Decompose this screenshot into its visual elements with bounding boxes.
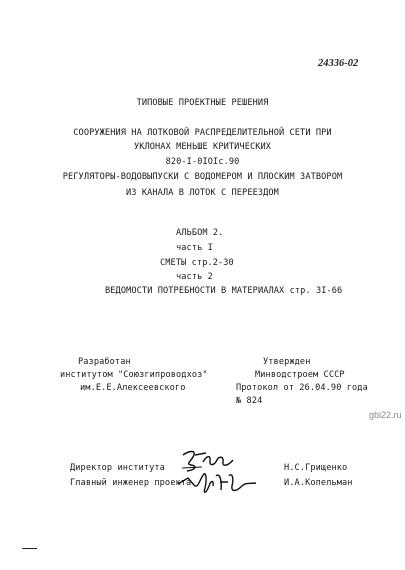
margin-mark <box>22 548 37 549</box>
approved-label: Утвержден <box>263 357 311 367</box>
developed-named-after: им.Е.Е.Алексеевского <box>80 383 186 393</box>
chief-engineer-role: Главный инженер проекта <box>70 478 192 488</box>
subtitle-line-1: РЕГУЛЯТОРЫ-ВОДОВЫПУСКИ С ВОДОМЕРОМ И ПЛОСКИМ ЗАТВОРОМ <box>62 172 343 182</box>
watermark: gbi22.ru <box>369 410 402 420</box>
part-1-label: часть I <box>176 243 213 253</box>
title-line-2: УКЛОНАХ МЕНЬШЕ КРИТИЧЕСКИХ <box>133 142 272 152</box>
part-2-content: ВЕДОМОСТИ ПОТРЕБНОСТИ В МАТЕРИАЛАХ стр. 3I-66 <box>105 286 343 296</box>
developed-institute: институтом "Союзгипроводхоз" <box>60 370 208 380</box>
title-line-1: СООРУЖЕНИЯ НА ЛОТКОВОЙ РАСПРЕДЕЛИТЕЛЬНОЙ СЕТИ ПРИ <box>73 128 332 138</box>
director-name: Н.С.Грищенко <box>284 463 348 473</box>
document-code: 820-I-0IOIс.90 <box>165 157 240 167</box>
part-2-label: часть 2 <box>176 272 213 282</box>
document-number: 24336-02 <box>318 58 359 69</box>
director-role: Директор института <box>70 463 165 473</box>
approved-protocol: Протокол от 26.04.90 года <box>236 383 368 393</box>
part-1-content: СМЕТЫ стр.2-30 <box>160 258 234 268</box>
chief-engineer-signature <box>176 468 262 498</box>
album-label: АЛЬБОМ 2. <box>176 228 224 238</box>
approved-protocol-number: № 824 <box>236 396 263 406</box>
developed-label: Разработан <box>78 357 131 367</box>
approved-ministry: Минводстроем СССР <box>255 370 345 380</box>
subtitle-line-2: ИЗ КАНАЛА В ЛОТОК С ПЕРЕЕЗДОМ <box>126 188 279 198</box>
chief-engineer-name: И.А.Копельман <box>284 478 353 488</box>
series-title: ТИПОВЫЕ ПРОЕКТНЫЕ РЕШЕНИЯ <box>136 98 269 108</box>
